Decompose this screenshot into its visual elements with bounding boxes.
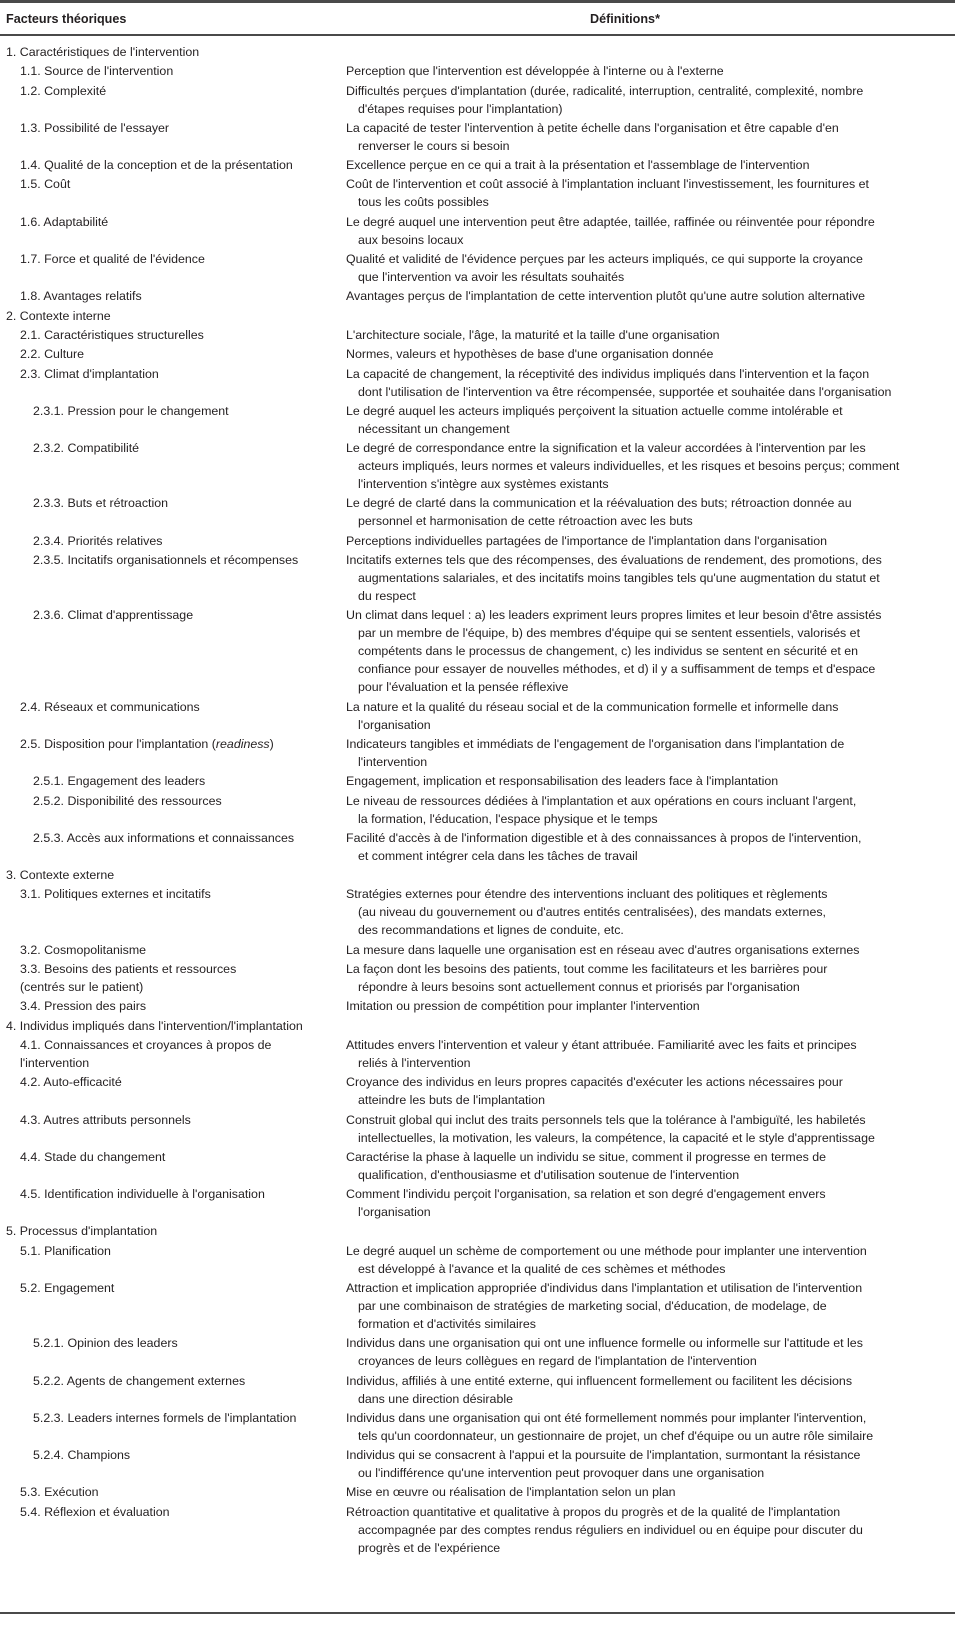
factor-label bbox=[0, 829, 346, 865]
definition-line: répondre à leurs besoins sont actuellement connus et priorisés par l'organisation bbox=[358, 980, 800, 995]
definition bbox=[346, 287, 955, 305]
table-row bbox=[0, 606, 955, 697]
table-row bbox=[0, 62, 955, 81]
factor-label-line bbox=[20, 735, 346, 753]
definition-line: dans une direction désirable bbox=[358, 1391, 513, 1406]
factor-label-line: 5.2.4. Champions bbox=[33, 1448, 131, 1463]
definition-line: l'intervention bbox=[358, 754, 428, 769]
factor-label-line: 2. Contexte interne bbox=[6, 308, 111, 323]
table-row bbox=[0, 1279, 955, 1334]
label-text: ) bbox=[269, 736, 274, 751]
definition bbox=[346, 494, 955, 530]
definition bbox=[346, 698, 955, 734]
definition-line: Comment l'individu perçoit l'organisation, sa relation et son degré d'engagement envers bbox=[346, 1187, 826, 1202]
definition-line: La capacité de changement, la réceptivité des individus impliqués dans l'intervention et la façon bbox=[346, 366, 870, 381]
table-row bbox=[0, 1483, 955, 1502]
factor-label-line: 3.3. Besoins des patients et ressources bbox=[20, 962, 237, 977]
factor-label-line: 5.4. Réflexion et évaluation bbox=[20, 1504, 170, 1519]
table-row bbox=[0, 1334, 955, 1371]
definition bbox=[346, 175, 955, 211]
factor-label-line: 2.3.3. Buts et rétroaction bbox=[33, 496, 168, 511]
definition-line: Construit global qui inclut des traits personnels tels que la tolérance à l'ambiguïté, les habiletés bbox=[346, 1112, 866, 1127]
table-row bbox=[0, 402, 955, 439]
factor-label-line: 1.7. Force et qualité de l'évidence bbox=[20, 252, 205, 267]
definition bbox=[346, 62, 955, 80]
table-row bbox=[0, 885, 955, 940]
table-row bbox=[0, 829, 955, 866]
definition-line: ou l'indifférence qu'une intervention peut provoquer dans une organisation bbox=[358, 1466, 765, 1481]
definition-line: nécessitant un changement bbox=[358, 421, 510, 436]
definition bbox=[346, 1446, 955, 1482]
table-row bbox=[0, 1503, 955, 1558]
factor-label-line: 1.2. Complexité bbox=[20, 83, 107, 98]
definition-line: l'intervention s'intègre aux systèmes existants bbox=[358, 477, 609, 492]
table-row bbox=[0, 551, 955, 606]
definition-line: L'architecture sociale, l'âge, la maturité et la taille d'une organisation bbox=[346, 327, 720, 342]
definition-line: La capacité de tester l'intervention à petite échelle dans l'organisation et être capable d'en bbox=[346, 120, 839, 135]
factor-label-line: 4. Individus impliqués dans l'intervention/l'implantation bbox=[6, 1018, 303, 1033]
factor-label bbox=[0, 532, 346, 550]
definition-line: Individus, affiliés à une entité externe, qui influencent formellement ou facilitent les décisions bbox=[346, 1373, 853, 1388]
factor-label bbox=[0, 175, 346, 211]
factor-label bbox=[0, 772, 346, 790]
section-row bbox=[0, 866, 955, 885]
factor-label-line: 5. Processus d'implantation bbox=[6, 1224, 158, 1239]
factor-label bbox=[0, 735, 346, 771]
section-row bbox=[0, 43, 955, 62]
factor-label-line: 1.4. Qualité de la conception et de la présentation bbox=[20, 158, 293, 173]
definition-line: Coût de l'intervention et coût associé à l'implantation incluant l'investissement, les fournitures et bbox=[346, 177, 869, 192]
definition-line: Un climat dans lequel : a) les leaders expriment leurs propres limites et leur besoin d'être assistés bbox=[346, 608, 882, 623]
definition bbox=[346, 326, 955, 344]
label-italic: readiness bbox=[215, 736, 270, 751]
table-header bbox=[0, 3, 955, 34]
factor-label bbox=[0, 1409, 346, 1445]
definition bbox=[346, 960, 955, 996]
definition-line: Avantages perçus de l'implantation de cette intervention plutôt qu'une autre solution alternative bbox=[346, 289, 866, 304]
factor-label-line: 2.3.6. Climat d'apprentissage bbox=[33, 608, 194, 623]
definition bbox=[346, 792, 955, 828]
factor-label bbox=[0, 287, 346, 305]
bottom-rule bbox=[0, 1612, 955, 1614]
definition-line: d'étapes requises pour l'implantation) bbox=[358, 101, 563, 116]
table-row bbox=[0, 772, 955, 791]
definition-line: Le degré auquel les acteurs impliqués perçoivent la situation actuelle comme intolérable et bbox=[346, 403, 843, 418]
factor-label bbox=[0, 119, 346, 155]
section-row bbox=[0, 307, 955, 326]
factor-label-line: 2.3. Climat d'implantation bbox=[20, 366, 159, 381]
table-row bbox=[0, 1242, 955, 1279]
definition-line: du respect bbox=[358, 589, 416, 604]
table-row bbox=[0, 175, 955, 212]
factor-label bbox=[0, 43, 346, 61]
section-row bbox=[0, 1222, 955, 1241]
factor-label-line: 1.5. Coût bbox=[20, 177, 71, 192]
factor-label-line: 4.5. Identification individuelle à l'organisation bbox=[20, 1187, 265, 1202]
table-row bbox=[0, 345, 955, 364]
definition bbox=[346, 82, 955, 118]
table-row bbox=[0, 1185, 955, 1222]
definition bbox=[346, 1483, 955, 1501]
factor-label-line: 3.1. Politiques externes et incitatifs bbox=[20, 887, 211, 902]
factor-label bbox=[0, 1279, 346, 1333]
definition-line: Attitudes envers l'intervention et valeur y étant attribuée. Familiarité avec les faits et principes bbox=[346, 1037, 857, 1052]
factor-label bbox=[0, 1073, 346, 1109]
definition-line: Attraction et implication appropriée d'individus dans l'implantation et utilisation de l'intervention bbox=[346, 1280, 863, 1295]
factor-label bbox=[0, 960, 346, 996]
definition-line: que l'intervention va avoir les résultats souhaités bbox=[358, 270, 625, 285]
definition-line: accompagnée par des comptes rendus réguliers en individuel ou en équipe pour discuter du bbox=[358, 1522, 863, 1537]
table-body bbox=[0, 43, 955, 1558]
definition-line: renverser le cours si besoin bbox=[358, 138, 510, 153]
definition bbox=[346, 885, 955, 939]
definition bbox=[346, 532, 955, 550]
definition-line: (au niveau du gouvernement ou d'autres entités centralisées), des mandats externes, bbox=[358, 905, 826, 920]
factor-label bbox=[0, 307, 346, 325]
factor-label bbox=[0, 551, 346, 605]
factor-label-line: 5.2.2. Agents de changement externes bbox=[33, 1373, 246, 1388]
factor-label-line: l'intervention bbox=[20, 1055, 90, 1070]
definition-line: compétents dans le processus de changement, c) les individus se sentent en sécurité et en bbox=[358, 644, 859, 659]
table-row bbox=[0, 326, 955, 345]
definition-line: Le degré auquel un schème de comportement ou une méthode pour implanter une intervention bbox=[346, 1243, 867, 1258]
factor-label-line: 1.3. Possibilité de l'essayer bbox=[20, 120, 170, 135]
factor-label bbox=[0, 1372, 346, 1408]
definition-line: par un membre de l'équipe, b) des membres d'équipe qui se sentent essentiels, valorisés et bbox=[358, 626, 861, 641]
definition-line: Caractérise la phase à laquelle un individu se situe, comment il progresse en termes de bbox=[346, 1149, 827, 1164]
factor-label-line: 1. Caractéristiques de l'intervention bbox=[6, 45, 200, 59]
definition-line: et comment intégrer cela dans les tâches de travail bbox=[358, 848, 638, 863]
definition-line: La mesure dans laquelle une organisation est en réseau avec d'autres organisations externes bbox=[346, 942, 860, 957]
factor-label bbox=[0, 1483, 346, 1501]
definition-line: atteindre les buts de l'implantation bbox=[358, 1093, 545, 1108]
factor-label-line: (centrés sur le patient) bbox=[20, 980, 144, 995]
table-row bbox=[0, 941, 955, 960]
factor-label bbox=[0, 1334, 346, 1370]
definition bbox=[346, 1017, 955, 1035]
table-row bbox=[0, 365, 955, 402]
definition-line: Excellence perçue en ce qui a trait à la présentation et l'assemblage de l'intervention bbox=[346, 158, 810, 173]
definition-line: augmentations salariales, et des incitatifs moins tangibles tels qu'une augmentation du statut et bbox=[358, 571, 880, 586]
factor-label-line: 2.3.2. Compatibilité bbox=[33, 441, 140, 456]
factor-label bbox=[0, 885, 346, 939]
definition bbox=[346, 606, 955, 696]
factor-label bbox=[0, 156, 346, 174]
factor-label-line: 5.3. Exécution bbox=[20, 1485, 99, 1500]
table-row bbox=[0, 1409, 955, 1446]
definition-line: Qualité et validité de l'évidence perçues par les acteurs impliqués, ce qui supporte la croyance bbox=[346, 252, 863, 267]
factor-label-line: 2.3.4. Priorités relatives bbox=[33, 533, 163, 548]
factor-label-line: 1.8. Avantages relatifs bbox=[20, 289, 142, 304]
definition-line: Le degré de clarté dans la communication et la réévaluation des buts; rétroaction donnée au bbox=[346, 496, 852, 511]
table-row bbox=[0, 119, 955, 156]
definition bbox=[346, 119, 955, 155]
definition bbox=[346, 156, 955, 174]
factor-label-line: 3.2. Cosmopolitanisme bbox=[20, 942, 147, 957]
factor-label bbox=[0, 213, 346, 249]
definition bbox=[346, 1036, 955, 1072]
definition-line: Incitatifs externes tels que des récompenses, des évaluations de rendement, des promotions, des bbox=[346, 553, 882, 568]
definition bbox=[346, 1503, 955, 1557]
definition-line: des recommandations et lignes de conduite, etc. bbox=[358, 923, 624, 938]
factor-label bbox=[0, 1111, 346, 1147]
definition-line: Mise en œuvre ou réalisation de l'implantation selon un plan bbox=[346, 1485, 676, 1500]
factor-label-line: 2.5.1. Engagement des leaders bbox=[33, 774, 206, 789]
definition-line: Individus dans une organisation qui ont une influence formelle ou informelle sur l'attitude et les bbox=[346, 1336, 863, 1351]
definition-line: La nature et la qualité du réseau social et de la communication formelle et informelle dans bbox=[346, 699, 839, 714]
section-row bbox=[0, 1017, 955, 1036]
definition bbox=[346, 829, 955, 865]
factor-label bbox=[0, 698, 346, 734]
factor-label bbox=[0, 1148, 346, 1184]
definition-line: pour l'évaluation et la pensée réflexive bbox=[358, 680, 569, 695]
table-row bbox=[0, 532, 955, 551]
definition-line: confiance pour essayer de nouvelles méthodes, et d) il y a suffisamment de temps et d'espace bbox=[358, 662, 876, 677]
definition-line: croyances de leurs collègues en regard de l'implantation de l'intervention bbox=[358, 1354, 757, 1369]
table-row bbox=[0, 250, 955, 287]
definition-line: l'organisation bbox=[358, 717, 431, 732]
factor-label bbox=[0, 62, 346, 80]
table-row bbox=[0, 1073, 955, 1110]
definition-line: Normes, valeurs et hypothèses de base d'une organisation donnée bbox=[346, 347, 714, 362]
factor-label-line: 3. Contexte externe bbox=[6, 868, 115, 883]
definition bbox=[346, 1409, 955, 1445]
factor-label bbox=[0, 1185, 346, 1221]
factor-label-line: 2.1. Caractéristiques structurelles bbox=[20, 327, 204, 342]
table-row bbox=[0, 439, 955, 494]
factor-label bbox=[0, 1017, 346, 1035]
factor-label-line: 4.2. Auto-efficacité bbox=[20, 1075, 122, 1090]
definition bbox=[346, 866, 955, 884]
factor-label-line: 2.3.1. Pression pour le changement bbox=[33, 403, 229, 418]
definition-line: intellectuelles, la motivation, les valeurs, la compétence, la capacité et le style d'apprentissage bbox=[358, 1130, 875, 1145]
definition bbox=[346, 772, 955, 790]
definition bbox=[346, 1111, 955, 1147]
factor-label bbox=[0, 1242, 346, 1278]
definition-line: qualification, d'enthousiasme et d'utilisation soutenue de l'intervention bbox=[358, 1167, 740, 1182]
definition-line: personnel et harmonisation de cette rétroaction avec les buts bbox=[358, 514, 693, 529]
factor-label bbox=[0, 82, 346, 118]
factor-label bbox=[0, 1446, 346, 1482]
factor-label bbox=[0, 941, 346, 959]
factor-label-line: 4.1. Connaissances et croyances à propos de bbox=[20, 1037, 272, 1052]
definition bbox=[346, 402, 955, 438]
factor-label-line: 5.2.1. Opinion des leaders bbox=[33, 1336, 178, 1351]
factor-label-line: 3.4. Pression des pairs bbox=[20, 999, 147, 1014]
definition bbox=[346, 1185, 955, 1221]
definition bbox=[346, 997, 955, 1015]
factor-label bbox=[0, 494, 346, 530]
definition-line: Facilité d'accès à de l'information digestible et à des connaissances à propos de l'intervention, bbox=[346, 830, 862, 845]
table-row bbox=[0, 1036, 955, 1073]
definition-line: La façon dont les besoins des patients, tout comme les facilitateurs et les barrières pour bbox=[346, 962, 828, 977]
definition-line: aux besoins locaux bbox=[358, 232, 464, 247]
definition-line: tous les coûts possibles bbox=[358, 195, 489, 210]
factor-label-line: 2.2. Culture bbox=[20, 347, 85, 362]
definition-line: formation et d'activités similaires bbox=[358, 1316, 536, 1331]
factor-label bbox=[0, 866, 346, 884]
table-row bbox=[0, 156, 955, 175]
definition bbox=[346, 213, 955, 249]
factor-label-line: 5.1. Planification bbox=[20, 1243, 111, 1258]
definition-line: Difficultés perçues d'implantation (durée, radicalité, interruption, centralité, complexité, nombre bbox=[346, 83, 864, 98]
factor-label bbox=[0, 402, 346, 438]
table-row bbox=[0, 698, 955, 735]
definition-line: est développé à l'avance et la qualité de ces schèmes et méthodes bbox=[358, 1261, 726, 1276]
factor-label bbox=[0, 326, 346, 344]
definition bbox=[346, 307, 955, 325]
definition bbox=[346, 1222, 955, 1240]
definition-line: Imitation ou pression de compétition pour implanter l'intervention bbox=[346, 999, 700, 1014]
definition-line: Individus dans une organisation qui ont été formellement nommés pour implanter l'intervention, bbox=[346, 1410, 867, 1425]
definition bbox=[346, 1334, 955, 1370]
definition-line: Engagement, implication et responsabilisation des leaders face à l'implantation bbox=[346, 774, 779, 789]
definition-line: Perception que l'intervention est développée à l'interne ou à l'externe bbox=[346, 64, 724, 79]
factor-label bbox=[0, 1222, 346, 1240]
table-row bbox=[0, 960, 955, 997]
factor-label-line: 2.5.2. Disponibilité des ressources bbox=[33, 793, 222, 808]
factor-label bbox=[0, 250, 346, 286]
definition-line: Stratégies externes pour étendre des interventions incluant des politiques et règlements bbox=[346, 887, 828, 902]
table-row bbox=[0, 494, 955, 531]
definition bbox=[346, 941, 955, 959]
definition-line: acteurs impliqués, leurs normes et valeurs individuelles, et les risques et besoins perçus; comment bbox=[358, 459, 900, 474]
definition-line: Le degré auquel une intervention peut être adaptée, taillée, raffinée ou réinventée pour répondre bbox=[346, 214, 875, 229]
definition bbox=[346, 735, 955, 771]
factor-label bbox=[0, 1503, 346, 1557]
definition bbox=[346, 43, 955, 61]
factor-label-line: 2.3.5. Incitatifs organisationnels et récompenses bbox=[33, 553, 299, 568]
table-row bbox=[0, 213, 955, 250]
factor-label-line: 2.5.3. Accès aux informations et connaissances bbox=[33, 830, 295, 845]
table-row bbox=[0, 82, 955, 119]
factor-label bbox=[0, 439, 346, 493]
label-text: 2.5. Disposition pour l'implantation ( bbox=[20, 736, 216, 751]
definition bbox=[346, 345, 955, 363]
definition bbox=[346, 250, 955, 286]
factor-label bbox=[0, 1036, 346, 1072]
definition bbox=[346, 1073, 955, 1109]
table-row bbox=[0, 1111, 955, 1148]
header-factors: Facteurs théoriques bbox=[6, 12, 127, 26]
definition-line: progrès et de l'expérience bbox=[358, 1540, 501, 1555]
factor-label bbox=[0, 345, 346, 363]
definition-line: Rétroaction quantitative et qualitative à propos du progrès et de la qualité de l'implantation bbox=[346, 1504, 841, 1519]
definition bbox=[346, 1148, 955, 1184]
table-row bbox=[0, 792, 955, 829]
header-definitions: Définitions* bbox=[590, 12, 660, 26]
factor-label-line: 1.6. Adaptabilité bbox=[20, 214, 109, 229]
definition-line: tels qu'un coordonnateur, un gestionnaire de projet, un chef d'équipe ou un autre rôle similaire bbox=[358, 1428, 874, 1443]
definition bbox=[346, 1279, 955, 1333]
definition bbox=[346, 551, 955, 605]
factor-label bbox=[0, 365, 346, 401]
definition-line: Le degré de correspondance entre la signification et la valeur accordées à l'intervention par les bbox=[346, 441, 866, 456]
table-row bbox=[0, 1148, 955, 1185]
definition-line: reliés à l'intervention bbox=[358, 1055, 471, 1070]
definition bbox=[346, 439, 955, 493]
factor-label-line: 5.2.3. Leaders internes formels de l'implantation bbox=[33, 1410, 297, 1425]
factor-label bbox=[0, 997, 346, 1015]
definition-line: Perceptions individuelles partagées de l'importance de l'implantation dans l'organisation bbox=[346, 533, 827, 548]
factor-label-line: 4.3. Autres attributs personnels bbox=[20, 1112, 191, 1127]
definition-line: Indicateurs tangibles et immédiats de l'engagement de l'organisation dans l'implantation de bbox=[346, 736, 845, 751]
definition bbox=[346, 365, 955, 401]
definition-line: dont l'utilisation de l'intervention va être récompensée, supportée et souhaitée dans l'organisation bbox=[358, 384, 892, 399]
factor-label bbox=[0, 792, 346, 828]
table-row bbox=[0, 287, 955, 306]
table-row bbox=[0, 735, 955, 772]
table-row bbox=[0, 1446, 955, 1483]
definition bbox=[346, 1372, 955, 1408]
table-row bbox=[0, 997, 955, 1016]
factor-label-line: 4.4. Stade du changement bbox=[20, 1149, 166, 1164]
definition-line: par une combinaison de stratégies de marketing social, d'éducation, de modelage, de bbox=[358, 1298, 827, 1313]
definition-line: Individus qui se consacrent à l'appui et la poursuite de l'implantation, surmontant la résistance bbox=[346, 1448, 861, 1463]
definition-line: l'organisation bbox=[358, 1205, 431, 1220]
table-row bbox=[0, 1372, 955, 1409]
factor-label-line: 5.2. Engagement bbox=[20, 1280, 115, 1295]
definition bbox=[346, 1242, 955, 1278]
definition-line: Croyance des individus en leurs propres capacités d'exécuter les actions nécessaires pour bbox=[346, 1075, 843, 1090]
factor-label-line: 1.1. Source de l'intervention bbox=[20, 64, 174, 79]
factor-label-line: 2.4. Réseaux et communications bbox=[20, 699, 200, 714]
definition-line: la formation, l'éducation, l'espace physique et le temps bbox=[358, 811, 658, 826]
definition-line: Le niveau de ressources dédiées à l'implantation et aux opérations en cours incluant l'argent, bbox=[346, 793, 857, 808]
factor-label bbox=[0, 606, 346, 696]
header-rule bbox=[0, 34, 955, 36]
